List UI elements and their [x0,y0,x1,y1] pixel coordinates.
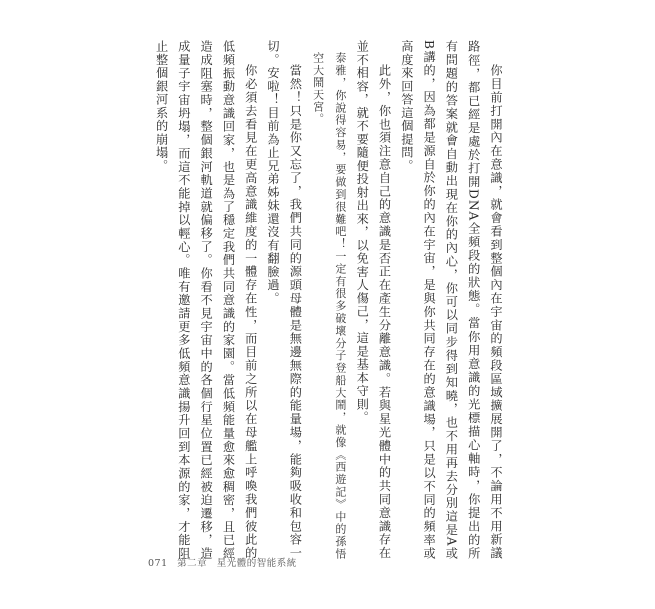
chapter-title: 星光體的智能系統 [216,558,297,569]
page-footer [148,555,303,569]
paragraph-1: 你目前打開內在意識，就會看到整個內在宇宙的頻段區域擴展開了，不論用不用新議路徑，都已經是處於打開DNA全頻段的狀態。當你用意識的光標描心軸時，你提出的所有問題的答案就會自動出現在你的內心，你可以同步得到知曉，也不用再去分別這是A或B講的，因為都是源自於你的內在宇宙，是與你共同存在的意識場，只是以不同的頻率或高度來回答這個提問。 [399,40,503,560]
page-number: 071 [148,558,168,569]
chapter-label: 第二章 [177,558,208,569]
vertical-text-block [154,40,507,560]
paragraph-2: 此外，你也須注意自己的意識是否正在產生分離意識。若與星光體中的共同意識存在並不相容，就不要隨便投射出來，以免害人傷己，這是基本守則。 [355,40,392,560]
italic-quote: 泰雅，你說得容易，要做到很難吧！一定有很多破壞分子登船大鬧，就像《西遊記》中的孫悟空大鬧天宮。 [311,52,347,560]
paragraph-4: 你必須去看見在更高意識維度的一體存在性，而目前之所以在母艦上呼喚我們彼此的低頻振動意識回家，也是為了穩定我們共同意識的家園。當低頻能量愈來愈稠密，且已經造成阻塞時，整個銀河軌道就偏移了。你看不見宇宙中的各個行星位置已經被迫遷移，造成量子宇宙坍塌，而這不能掉以輕心。唯有邀請更多低頻意識揚升回到本源的家，才能阻止整個銀河系的崩塌。 [154,40,258,560]
paragraph-3: 當然！只是你又忘了，我們共同的源頭母體是無邊無際的能量場，能夠吸收和包容一切。安啦！目前為止兄弟姊妹還沒有翻臉過。 [266,40,303,560]
